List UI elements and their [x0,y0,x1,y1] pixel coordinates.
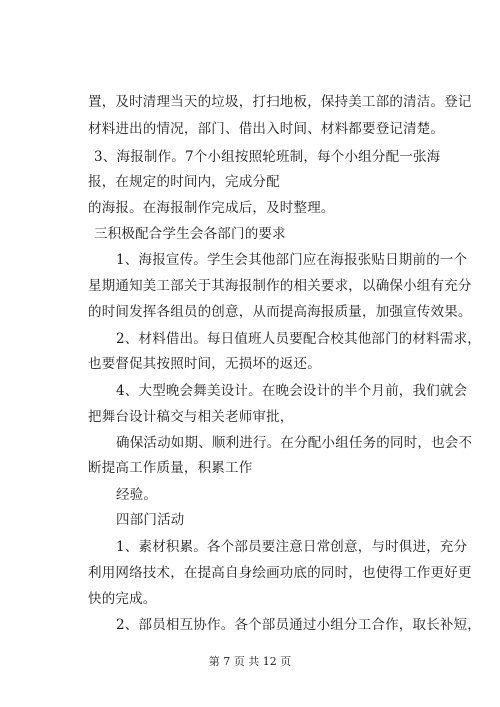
paragraph-line: 把舞台设计稿交与相关老师审批， [88,409,294,425]
paragraph-line: 快的完成。 [88,591,157,607]
paragraph-line: 的时间发挥各组员的创意，从而提高海报质量，加强宣传效果。 [88,304,472,320]
paragraph-line: 材料进出的情况，部门、借出入时间、材料都要登记清楚。 [88,121,445,137]
paragraph-line: 利用网络技术，在提高自身绘画功底的同时，也使得工作更好更 [88,565,472,581]
section-heading: 三积极配合学生会各部门的要求 [94,226,286,242]
paragraph-line: 2、部员相互协作。各个部员通过小组分工合作，取长补短， [116,617,481,633]
paragraph-line: 经验。 [116,487,158,503]
paragraph-line: 的海报。在海报制作完成后，及时整理。 [88,200,335,216]
paragraph-line: 1、素材积累。各个部员要注意日常创意，与时俱进，充分 [116,539,468,555]
section-heading: 四部门活动 [116,512,185,528]
paragraph-line: 也要督促其按照时间，无损坏的返还。 [88,356,321,372]
paragraph-line: 断提高工作质量，积累工作 [88,460,253,476]
paragraph-line: 星期通知美工部关于其海报制作的相关要求，以确保小组有充分 [88,278,472,294]
paragraph-line: 4、大型晚会舞美设计。在晚会设计的半个月前，我们就会 [116,383,468,399]
paragraph-line: 置，及时清理当天的垃圾，打扫地板，保持美工部的清洁。登记 [88,94,472,110]
page-footer: 第 7 页 共 12 页 [208,655,292,668]
paragraph-line: 1、海报宣传。学生会其他部门应在海报张贴日期前的一个 [116,252,468,268]
paragraph-line: 2、材料借出。每日值班人员要配合校其他部门的材料需求， [116,331,481,347]
paragraph-line: 报，在规定的时间内，完成分配 [88,174,280,190]
paragraph-line: 确保活动如期、顺利进行。在分配小组任务的同时，也会不 [116,435,473,451]
paragraph-line: 3、海报制作。7个小组按照轮班制，每个小组分配一张海 [94,149,441,165]
